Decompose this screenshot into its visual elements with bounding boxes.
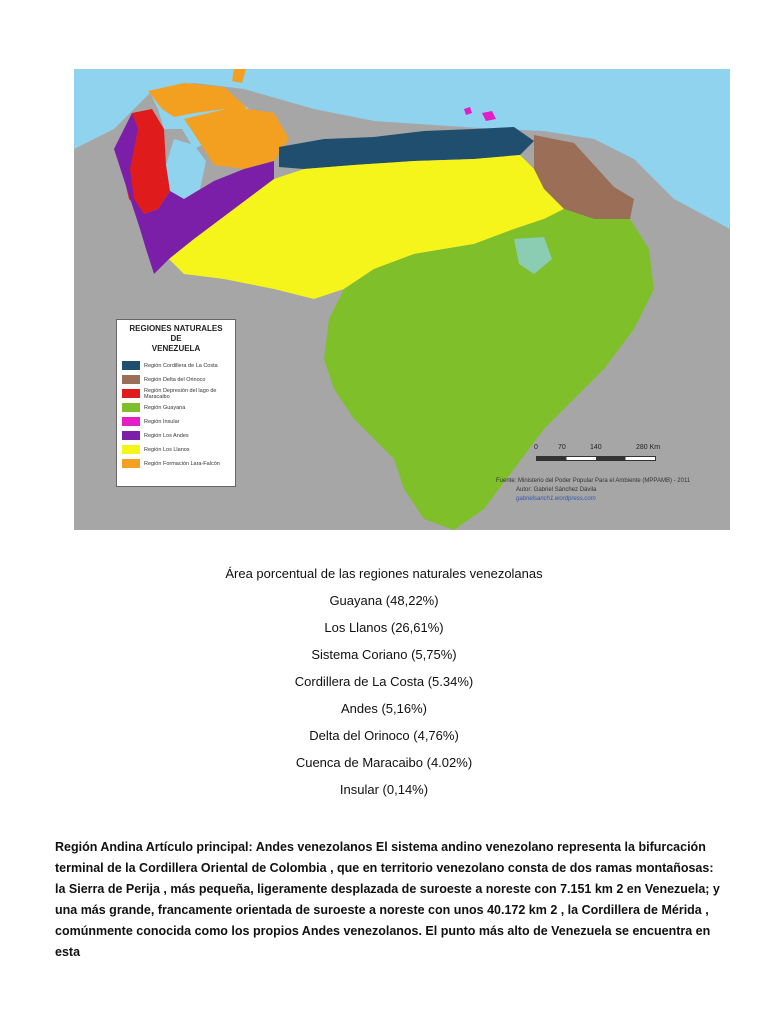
- legend-item: [122, 359, 230, 372]
- region-percentage: Delta del Orinoco (4,76%): [309, 728, 459, 743]
- region-percentage: Sistema Coriano (5,75%): [311, 647, 457, 662]
- legend-item: [122, 443, 230, 456]
- andes-paragraph: Región Andina Artículo principal: Andes venezolanos El sistema andino venezolano representa la bifurcación terminal de la Cordillera Oriental de Colombia , que en territorio venezolano consta de dos ramas montañosas: la Sierra de Perija , más pequeña, ligeramente desplazada de suroeste a noreste con 7.151 km 2 en Venezuela; y una más grande, francamente orientada de suroeste a noreste con unos 40.172 km 2 , la Cordillera de Mérida , comúnmente conocida como los propios Andes venezolanos. El punto más alto de Venezuela se encuentra en esta: [55, 840, 720, 959]
- legend-swatch: [122, 375, 140, 384]
- region-percentage: Cordillera de La Costa (5.34%): [294, 674, 474, 689]
- scale-bar: [532, 444, 672, 474]
- source-credit: Fuente: Ministerio del Poder Popular Para el Ambiente (MPPAMB) - 2011: [496, 478, 691, 484]
- legend-item: [122, 457, 230, 470]
- legend-title-line1: REGIONES NATURALES: [129, 324, 223, 333]
- summary-caption: Área porcentual de las regiones naturales venezolanas: [225, 566, 543, 581]
- author-credit: Autor: Gabriel Sánchez Dávila: [516, 487, 597, 493]
- legend-label: Región Insular: [144, 418, 180, 425]
- legend-title: [122, 324, 230, 354]
- scale-tick-140: 140: [590, 444, 602, 451]
- legend-item: [122, 415, 230, 428]
- author-url: gabrielsanch1.wordpress.com: [516, 496, 596, 502]
- legend-swatch: [122, 361, 140, 370]
- scale-tick-70: 70: [558, 444, 566, 451]
- legend-label: Región Delta del Orinoco: [144, 376, 206, 383]
- regions-summary: [0, 565, 768, 798]
- region-percentage: Insular (0,14%): [339, 782, 429, 797]
- scale-labels: [532, 444, 672, 454]
- legend-label: Región Los Llanos: [144, 446, 190, 453]
- region-percentage: Guayana (48,22%): [329, 593, 439, 608]
- legend-label: Región Depresión del lago de Maracaibo: [144, 387, 217, 400]
- legend-label: Región Guayana: [144, 404, 186, 411]
- map-credits: [496, 477, 726, 504]
- legend-item: [122, 387, 230, 400]
- scale-tick-0: 0: [534, 444, 538, 451]
- scale-tick-280: 280 Km: [636, 444, 661, 451]
- scale-bar-graphic: [536, 456, 656, 461]
- legend-swatch: [122, 417, 140, 426]
- stats-list: [0, 592, 768, 798]
- legend-item: [122, 429, 230, 442]
- legend-swatch: [122, 459, 140, 468]
- region-percentage: Andes (5,16%): [341, 701, 427, 716]
- legend-label: Región Los Andes: [144, 432, 189, 439]
- legend-title-line3: VENEZUELA: [151, 344, 201, 353]
- legend-item: [122, 401, 230, 414]
- regions-map: [74, 69, 730, 530]
- region-percentage: Los Llanos (26,61%): [324, 620, 444, 635]
- legend-label: Región Cordillera de La Costa: [144, 362, 218, 369]
- legend-title-line2: DE: [170, 334, 182, 343]
- legend-swatch: [122, 431, 140, 440]
- legend-swatch: [122, 445, 140, 454]
- map-legend: [116, 319, 236, 487]
- legend-list: [122, 359, 230, 470]
- legend-item: [122, 373, 230, 386]
- legend-label: Región Formación Lara-Falcón: [144, 460, 220, 467]
- region-percentage: Cuenca de Maracaibo (4.02%): [295, 755, 473, 770]
- legend-swatch: [122, 403, 140, 412]
- legend-swatch: [122, 389, 140, 398]
